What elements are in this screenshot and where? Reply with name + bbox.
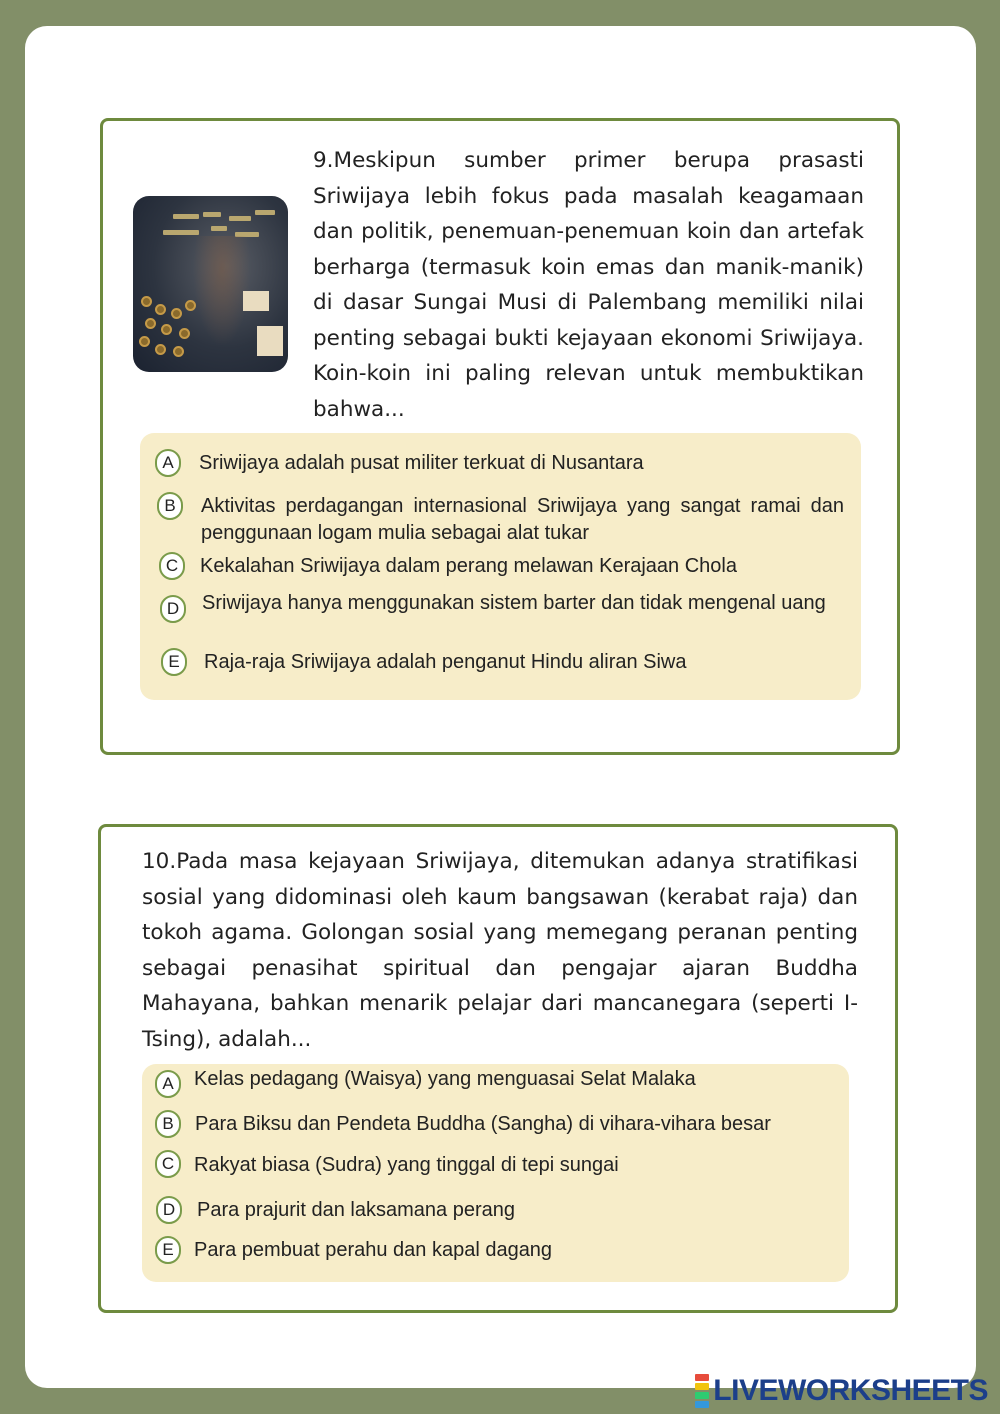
option-letter[interactable]: E (155, 1236, 181, 1264)
brand-name: LIVEWORKSHEETS (713, 1374, 988, 1407)
option-letter[interactable]: C (159, 552, 185, 580)
option-letter[interactable]: A (155, 1070, 181, 1098)
option-letter[interactable]: C (155, 1150, 181, 1178)
option-text: Para pembuat perahu dan kapal dagang (194, 1239, 553, 1261)
option-letter[interactable]: E (161, 648, 187, 676)
option-text: Kekalahan Sriwijaya dalam perang melawan Kerajaan Chola (200, 555, 737, 577)
question-10-text: 10.Pada masa kejayaan Sriwijaya, ditemukan adanya stratifikasi sosial yang didominasi oleh kaum bangsawan (kerabat raja) dan tokoh agama. Golongan sosial yang memegang peranan penting sebagai penasihat spiritual dan pengajar ajaran Buddha Mahayana, bahkan menarik pelajar dari mancanegara (seperti I-Tsing), adalah... (142, 849, 858, 1052)
option-text: Kelas pedagang (Waisya) yang menguasai Selat Malaka (194, 1068, 696, 1090)
option-text: Para prajurit dan laksamana perang (197, 1199, 515, 1221)
artifact-photo (133, 196, 288, 372)
option-text: Sriwijaya adalah pusat militer terkuat di Nusantara (199, 452, 644, 474)
option-letter[interactable]: D (160, 595, 186, 623)
option-text: Para Biksu dan Pendeta Buddha (Sangha) di vihara-vihara besar (195, 1113, 771, 1135)
liveworksheets-icon (695, 1373, 709, 1409)
option-letter[interactable]: B (157, 492, 183, 520)
option-text: Sriwijaya hanya menggunakan sistem barter dan tidak mengenal uang (202, 592, 826, 614)
option-letter[interactable]: B (155, 1110, 181, 1138)
option-text: Aktivitas perdagangan internasional Sriwijaya yang sangat ramai dan penggunaan logam mulia sebagai alat tukar (201, 495, 844, 544)
option-letter[interactable]: A (155, 449, 181, 477)
liveworksheets-logo (695, 1374, 988, 1407)
question-9-text: 9.Meskipun sumber primer berupa prasasti Sriwijaya lebih fokus pada masalah keagamaan dan politik, penemuan-penemuan koin dan artefak berharga (termasuk koin emas dan manik-manik) di dasar Sungai Musi di Palembang memiliki nilai penting sebagai bukti kejayaan ekonomi Sriwijaya. Koin-koin ini paling relevan untuk membuktikan bahwa... (313, 148, 864, 422)
option-text: Raja-raja Sriwijaya adalah penganut Hindu aliran Siwa (204, 651, 687, 673)
option-text: Rakyat biasa (Sudra) yang tinggal di tepi sungai (194, 1154, 619, 1176)
option-letter[interactable]: D (156, 1196, 182, 1224)
